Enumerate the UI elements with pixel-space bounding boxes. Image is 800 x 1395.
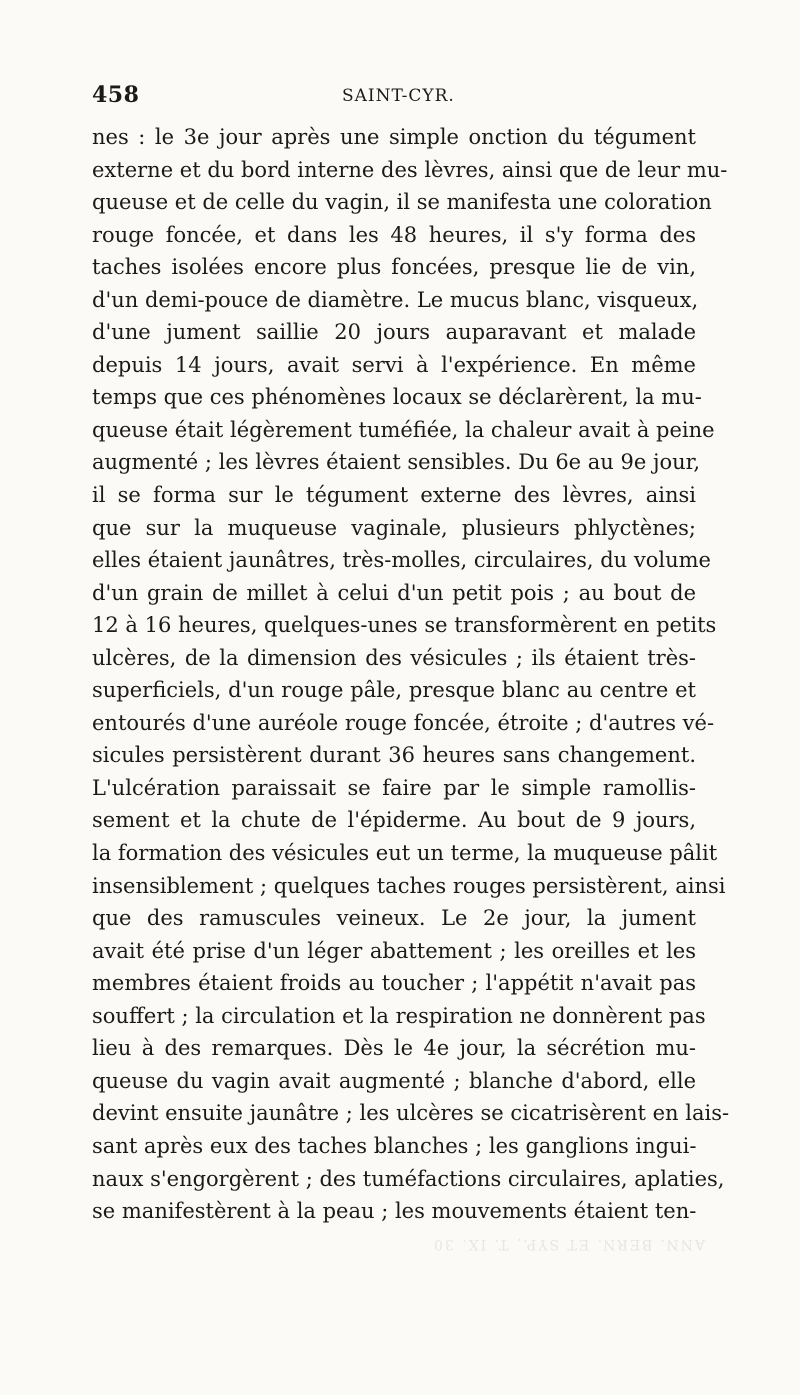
text-line: la formation des vésicules eut un terme, la muqueuse pâlit [92,841,718,866]
text-line: ulcères, de la dimension des vésicules ; ils étaient très- [92,645,696,670]
body-text [92,121,730,1228]
text-line: entourés d'une auréole rouge foncée, étroite ; d'autres vé- [92,710,715,735]
page-header [92,82,696,114]
text-line: devint ensuite jaunâtre ; les ulcères se cicatrisèrent en lais- [92,1101,730,1126]
text-line: sicules persistèrent durant 36 heures sans changement. [92,743,696,768]
text-line: queuse et de celle du vagin, il se manifesta une coloration [92,190,712,215]
text-line: insensiblement ; quelques taches rouges persistèrent, ainsi [92,873,726,898]
text-line: souffert ; la circulation et la respiration ne donnèrent pas [92,1003,706,1028]
text-line: avait été prise d'un léger abattement ; les oreilles et les [92,938,696,963]
text-line: superficiels, d'un rouge pâle, presque blanc au centre et [92,678,696,703]
text-line: que sur la muqueuse vaginale, plusieurs phlyctènes; [92,515,696,540]
text-line: rouge foncée, et dans les 48 heures, il s'y forma des [92,222,696,247]
text-line: queuse du vagin avait augmenté ; blanche d'abord, elle [92,1068,696,1093]
text-line: sement et la chute de l'épiderme. Au bout de 9 jours, [92,808,696,833]
text-line: d'une jument saillie 20 jours auparavant et malade [92,320,696,345]
running-head: SAINT-CYR. [342,86,455,106]
text-line: L'ulcération paraissait se faire par le simple ramollis- [92,775,696,800]
bleed-through-text: ANN. BERN. ET SYP., T. IX. 30 [431,1236,705,1252]
text-line: se manifestèrent à la peau ; les mouvements étaient ten- [92,1199,697,1224]
text-line: depuis 14 jours, avait servi à l'expérience. En même [92,352,696,377]
text-line: externe et du bord interne des lèvres, ainsi que de leur mu- [92,157,728,182]
text-line: taches isolées encore plus foncées, presque lie de vin, [92,255,696,280]
text-line: sant après eux des taches blanches ; les ganglions ingui- [92,1133,697,1158]
text-line: membres étaient froids au toucher ; l'appétit n'avait pas [92,971,696,996]
text-line: augmenté ; les lèvres étaient sensibles. Du 6e au 9e jour, [92,450,701,475]
text-line: il se forma sur le tégument externe des lèvres, ainsi [92,483,696,508]
text-line: lieu à des remarques. Dès le 4e jour, la sécrétion mu- [92,1036,696,1061]
page-number: 458 [92,82,140,108]
text-line: 12 à 16 heures, quelques-unes se transformèrent en petits [92,613,717,638]
text-line: nes : le 3e jour après une simple onction du tégument [92,125,696,149]
text-line: naux s'engorgèrent ; des tuméfactions circulaires, aplaties, [92,1166,725,1191]
text-line: que des ramuscules veineux. Le 2e jour, la jument [92,906,696,931]
text-line: temps que ces phénomènes locaux se déclarèrent, la mu- [92,385,702,410]
text-line: d'un grain de millet à celui d'un petit pois ; au bout de [92,580,696,605]
text-line: d'un demi-pouce de diamètre. Le mucus blanc, visqueux, [92,287,699,312]
text-line: elles étaient jaunâtres, très-molles, circulaires, du volume [92,548,711,573]
text-line: queuse était légèrement tuméfiée, la chaleur avait à peine [92,417,715,442]
